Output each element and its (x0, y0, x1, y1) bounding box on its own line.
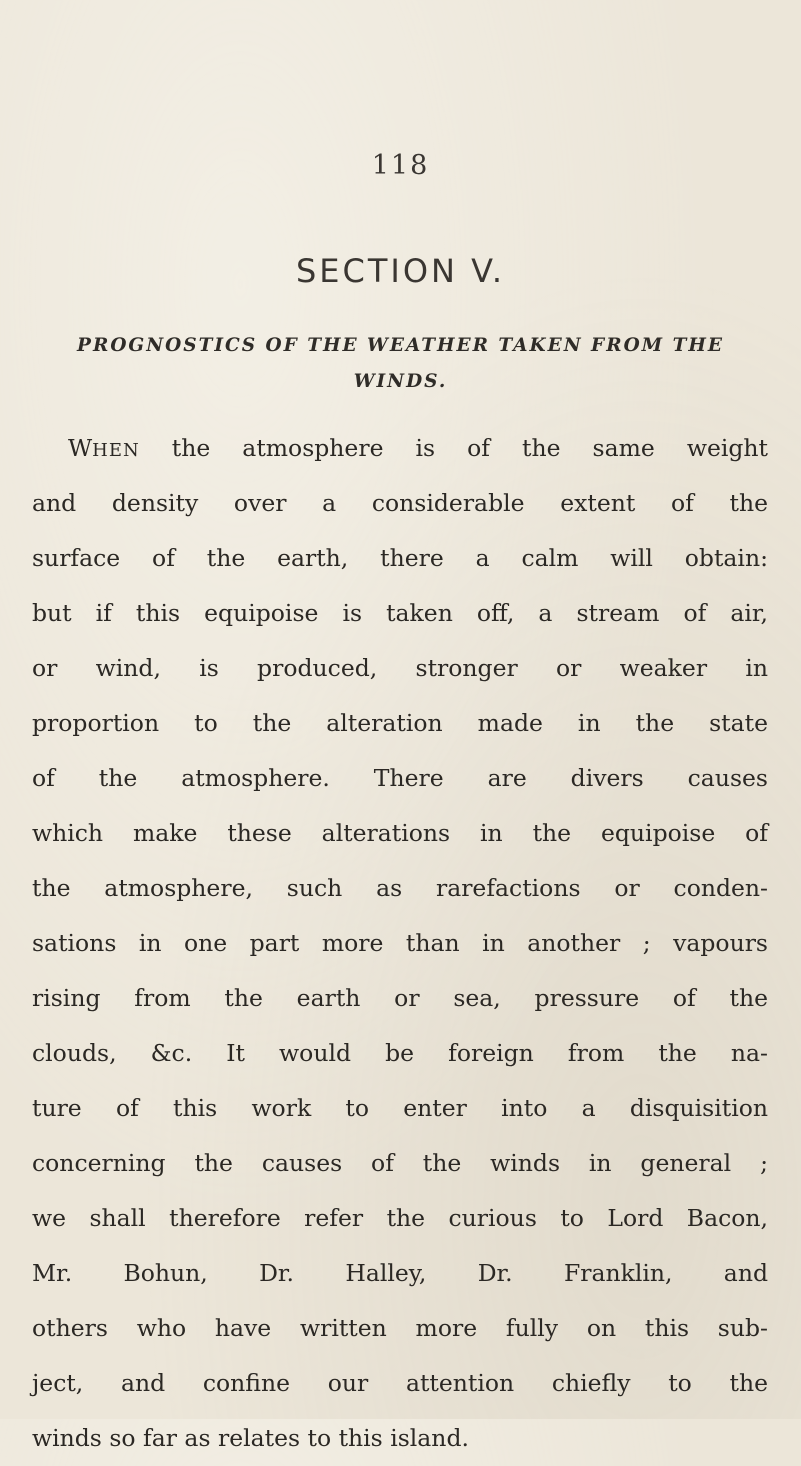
subtitle-line-2: WINDS. (353, 371, 448, 392)
body-text (32, 421, 768, 1466)
body-line-12: clouds, &c. It would be foreign from the na- (32, 1039, 768, 1067)
body-line-11: rising from the earth or sea, pressure of the (32, 984, 768, 1012)
section-heading: SECTION V. (295, 252, 506, 290)
body-line-4: but if this equipoise is taken off, a stream of air, (32, 599, 768, 627)
body-line-10: sations in one part more than in another ; vapours (32, 929, 768, 957)
body-line-19: winds so far as relates to this island. (32, 1424, 469, 1452)
subtitle-line-1: PROGNOSTICS OF THE WEATHER TAKEN FROM THE (77, 335, 724, 356)
page-number: 118 (371, 150, 430, 181)
body-line-15: we shall therefore refer the curious to Lord Bacon, (32, 1204, 768, 1232)
body-line-18: ject, and confine our attention chiefly to the (32, 1369, 768, 1397)
body-line-3: surface of the earth, there a calm will obtain: (32, 544, 768, 572)
body-line-7: of the atmosphere. There are divers causes (32, 764, 768, 792)
body-line-2: and density over a considerable extent of the (32, 489, 768, 517)
small-caps-word: HEN (92, 440, 140, 461)
body-line-5: or wind, is produced, stronger or weaker in (32, 654, 768, 682)
section-subtitle (0, 328, 801, 400)
body-line-9: the atmosphere, such as rarefactions or conden- (32, 874, 768, 902)
body-line-1-text: the atmosphere is of the same weight (139, 434, 768, 462)
body-line-17: others who have written more fully on this sub- (32, 1314, 768, 1342)
body-line-6: proportion to the alteration made in the state (32, 709, 768, 737)
drop-initial: W (68, 434, 93, 462)
body-line-1 (32, 421, 768, 476)
body-line-13: ture of this work to enter into a disquisition (32, 1094, 768, 1122)
body-line-16: Mr. Bohun, Dr. Halley, Dr. Franklin, and (32, 1259, 768, 1287)
body-line-14: concerning the causes of the winds in general ; (32, 1149, 768, 1177)
body-line-8: which make these alterations in the equipoise of (32, 819, 768, 847)
